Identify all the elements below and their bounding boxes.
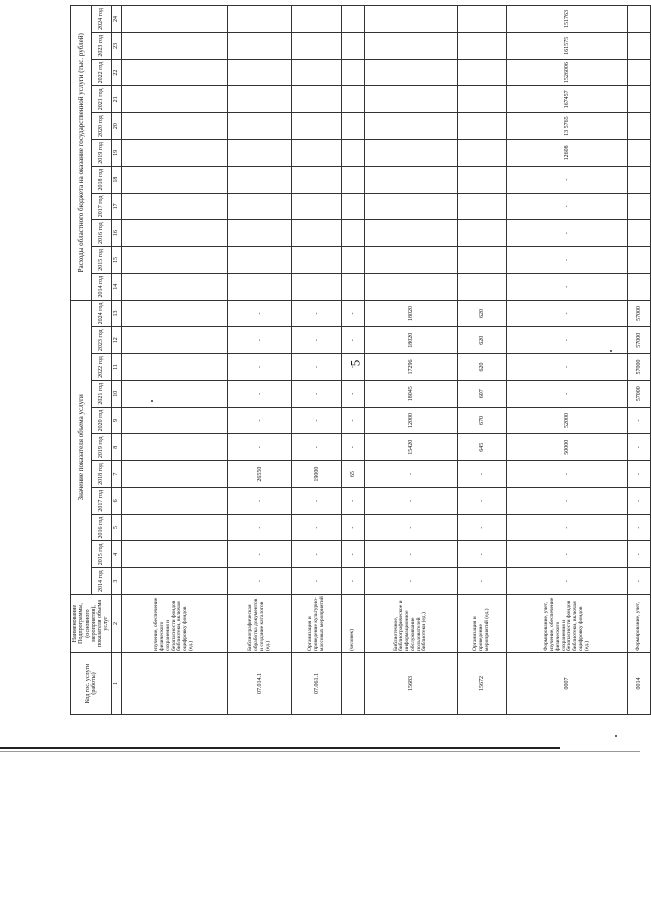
volume-value: - bbox=[507, 300, 628, 327]
column-number: 5 bbox=[111, 514, 121, 541]
volume-value bbox=[121, 327, 228, 354]
volume-value: - bbox=[292, 327, 342, 354]
volume-value: - bbox=[628, 434, 651, 461]
budget-year-header: 2017 год bbox=[92, 193, 111, 220]
budget-value bbox=[228, 59, 292, 86]
budget-value bbox=[292, 113, 342, 140]
volume-value: 18020 bbox=[365, 327, 457, 354]
service-code bbox=[342, 653, 365, 715]
budget-value bbox=[292, 139, 342, 166]
table-row bbox=[507, 6, 628, 715]
table-row bbox=[292, 6, 342, 715]
table-row bbox=[457, 6, 507, 715]
volume-value: - bbox=[342, 541, 365, 568]
volume-value: - bbox=[365, 487, 457, 514]
scan-speck bbox=[615, 735, 617, 737]
volume-group-header: Значение показателя объема услуги bbox=[71, 300, 92, 594]
budget-value bbox=[121, 193, 228, 220]
volume-value: 19000 bbox=[292, 461, 342, 488]
table-row bbox=[365, 6, 457, 715]
budget-value bbox=[121, 32, 228, 59]
column-number: 20 bbox=[111, 113, 121, 140]
volume-year-header: 2023 год bbox=[92, 327, 111, 354]
volume-year-header: 2022 год bbox=[92, 354, 111, 381]
service-code: 15672 bbox=[457, 653, 507, 715]
volume-value: 607 bbox=[457, 380, 507, 407]
budget-value bbox=[365, 247, 457, 274]
name-header: Наименование Подпрограммы, (основного мероприятия), показателя объема услуг bbox=[71, 595, 112, 653]
budget-value bbox=[121, 139, 228, 166]
column-number: 12 bbox=[111, 327, 121, 354]
budget-value bbox=[457, 139, 507, 166]
volume-value: - bbox=[342, 327, 365, 354]
volume-value: - bbox=[228, 300, 292, 327]
volume-value: 52000 bbox=[507, 407, 628, 434]
volume-year-header: 2020 год bbox=[92, 407, 111, 434]
budget-value: - bbox=[507, 166, 628, 193]
column-number: 21 bbox=[111, 86, 121, 113]
page-rule-thin bbox=[0, 751, 640, 752]
volume-value: - bbox=[628, 514, 651, 541]
page-number: 5 bbox=[347, 359, 363, 367]
budget-group-header: Расходы областного бюджета на оказание государственной услуги (тыс. рублей) bbox=[71, 6, 92, 301]
budget-value bbox=[457, 86, 507, 113]
volume-year-header: 2024 год bbox=[92, 300, 111, 327]
service-code: 0007 bbox=[507, 653, 628, 715]
table-row bbox=[628, 6, 651, 715]
page-rule bbox=[0, 747, 560, 749]
column-number: 4 bbox=[111, 541, 121, 568]
budget-value bbox=[228, 86, 292, 113]
budget-value bbox=[121, 86, 228, 113]
budget-value: - bbox=[507, 193, 628, 220]
volume-value: - bbox=[628, 487, 651, 514]
volume-value: - bbox=[507, 514, 628, 541]
service-name: Организация и проведение культурно-массовых мероприятий bbox=[292, 595, 342, 653]
budget-value: - bbox=[507, 273, 628, 300]
volume-year-header: 2018 год bbox=[92, 461, 111, 488]
budget-value bbox=[365, 166, 457, 193]
budget-value bbox=[121, 113, 228, 140]
volume-value: - bbox=[507, 568, 628, 595]
volume-value bbox=[121, 380, 228, 407]
table-row bbox=[342, 6, 365, 715]
volume-value: - bbox=[628, 407, 651, 434]
service-name: Формирование, учет, изучение, обеспечение физического сохранения и безопасности фондов библиотеки, включая оцифровку фондов (ед.) bbox=[507, 595, 628, 653]
column-number: 2 bbox=[111, 595, 121, 653]
budget-value bbox=[292, 247, 342, 274]
volume-value: - bbox=[365, 461, 457, 488]
budget-value bbox=[342, 86, 365, 113]
budget-value bbox=[228, 166, 292, 193]
service-code bbox=[121, 653, 228, 715]
budget-value bbox=[342, 59, 365, 86]
volume-value: 57000 bbox=[628, 380, 651, 407]
budget-value bbox=[365, 220, 457, 247]
service-code: 0014 bbox=[628, 653, 651, 715]
budget-value: 1526006 bbox=[507, 59, 628, 86]
budget-value bbox=[628, 59, 651, 86]
budget-value bbox=[628, 273, 651, 300]
budget-value bbox=[628, 32, 651, 59]
volume-value bbox=[121, 541, 228, 568]
volume-value: 670 bbox=[457, 407, 507, 434]
budget-value bbox=[292, 59, 342, 86]
volume-value: 620 bbox=[457, 300, 507, 327]
budget-value bbox=[121, 166, 228, 193]
volume-value: - bbox=[342, 407, 365, 434]
budget-value bbox=[365, 59, 457, 86]
volume-value: - bbox=[342, 300, 365, 327]
column-number: 9 bbox=[111, 407, 121, 434]
column-number: 7 bbox=[111, 461, 121, 488]
volume-value: 17296 bbox=[365, 354, 457, 381]
volume-value: - bbox=[292, 300, 342, 327]
volume-value: 12000 bbox=[365, 407, 457, 434]
budget-value bbox=[121, 247, 228, 274]
volume-value: - bbox=[292, 434, 342, 461]
volume-value: - bbox=[457, 568, 507, 595]
budget-year-header: 2021 год bbox=[92, 86, 111, 113]
service-name: Библиотечное, библиографическое и информационное обслуживание пользователей библиотеки (ед.) bbox=[365, 595, 457, 653]
budget-value bbox=[292, 6, 342, 33]
volume-value: - bbox=[292, 541, 342, 568]
volume-value: 65 bbox=[342, 461, 365, 488]
column-number: 17 bbox=[111, 193, 121, 220]
budget-value bbox=[228, 273, 292, 300]
budget-value bbox=[365, 86, 457, 113]
volume-value: - bbox=[457, 487, 507, 514]
volume-year-header: 2021 год bbox=[92, 380, 111, 407]
volume-value: - bbox=[342, 434, 365, 461]
volume-value: - bbox=[228, 568, 292, 595]
budget-year-header: 2023 год bbox=[92, 32, 111, 59]
budget-value bbox=[292, 32, 342, 59]
budget-year-header: 2024 год bbox=[92, 6, 111, 33]
budget-year-header: 2020 год bbox=[92, 113, 111, 140]
volume-value: - bbox=[507, 487, 628, 514]
volume-year-header: 2015 год bbox=[92, 541, 111, 568]
volume-value bbox=[121, 300, 228, 327]
volume-year-header: 2014 год bbox=[92, 568, 111, 595]
budget-value bbox=[292, 220, 342, 247]
volume-value: - bbox=[228, 380, 292, 407]
column-number: 11 bbox=[111, 354, 121, 381]
budget-value bbox=[457, 32, 507, 59]
volume-value: - bbox=[365, 568, 457, 595]
volume-value: 26550 bbox=[228, 461, 292, 488]
budget-value bbox=[342, 139, 365, 166]
budget-value bbox=[342, 193, 365, 220]
column-number: 19 bbox=[111, 139, 121, 166]
budget-value bbox=[121, 59, 228, 86]
budget-value: - bbox=[507, 220, 628, 247]
volume-value: 18045 bbox=[365, 380, 457, 407]
volume-value: - bbox=[507, 380, 628, 407]
volume-value bbox=[121, 354, 228, 381]
volume-year-header: 2017 год bbox=[92, 487, 111, 514]
budget-value bbox=[228, 32, 292, 59]
column-number: 23 bbox=[111, 32, 121, 59]
service-name: (человек) bbox=[342, 595, 365, 653]
budget-value bbox=[628, 220, 651, 247]
budget-value bbox=[292, 166, 342, 193]
budget-value bbox=[292, 193, 342, 220]
budget-value bbox=[457, 247, 507, 274]
column-number: 24 bbox=[111, 6, 121, 33]
volume-value: - bbox=[628, 568, 651, 595]
budget-value bbox=[121, 6, 228, 33]
volume-value: - bbox=[228, 541, 292, 568]
volume-value: 620 bbox=[457, 327, 507, 354]
budget-value bbox=[342, 247, 365, 274]
service-name: Формирование, учет, bbox=[628, 595, 651, 653]
volume-value: - bbox=[507, 541, 628, 568]
rotated-table-container bbox=[70, 5, 643, 715]
volume-value: - bbox=[628, 541, 651, 568]
column-number: 13 bbox=[111, 300, 121, 327]
table-row bbox=[121, 6, 228, 715]
volume-value: 57000 bbox=[628, 354, 651, 381]
volume-value: - bbox=[292, 380, 342, 407]
volume-value: - bbox=[292, 487, 342, 514]
volume-value: - bbox=[507, 461, 628, 488]
volume-value: - bbox=[365, 514, 457, 541]
budget-value bbox=[457, 166, 507, 193]
volume-value: 18020 bbox=[365, 300, 457, 327]
budget-value bbox=[292, 86, 342, 113]
budget-value bbox=[628, 247, 651, 274]
budget-year-header: 2022 год bbox=[92, 59, 111, 86]
budget-value: - bbox=[507, 247, 628, 274]
volume-value: - bbox=[292, 407, 342, 434]
volume-value: - bbox=[292, 354, 342, 381]
service-code: 15683 bbox=[365, 653, 457, 715]
volume-value: 50000 bbox=[507, 434, 628, 461]
budget-year-header: 2015 год bbox=[92, 247, 111, 274]
budget-value bbox=[342, 113, 365, 140]
budget-value: 13 5765 bbox=[507, 113, 628, 140]
budget-value bbox=[457, 273, 507, 300]
volume-value: - bbox=[342, 568, 365, 595]
column-number: 8 bbox=[111, 434, 121, 461]
column-number: 14 bbox=[111, 273, 121, 300]
volume-value: - bbox=[342, 487, 365, 514]
budget-value bbox=[228, 6, 292, 33]
service-name: Организация и проведение мероприятий (ед.) bbox=[457, 595, 507, 653]
budget-value bbox=[365, 273, 457, 300]
volume-value: - bbox=[228, 487, 292, 514]
budget-value bbox=[292, 273, 342, 300]
volume-value bbox=[121, 434, 228, 461]
volume-value: - bbox=[228, 327, 292, 354]
volume-value: - bbox=[342, 380, 365, 407]
budget-value bbox=[365, 139, 457, 166]
table-row bbox=[228, 6, 292, 715]
volume-value bbox=[121, 487, 228, 514]
volume-value: - bbox=[365, 541, 457, 568]
budget-value: 161575 bbox=[507, 32, 628, 59]
volume-value bbox=[121, 568, 228, 595]
volume-value: 645 bbox=[457, 434, 507, 461]
service-name: изучение, обеспечение физического сохранения и безопасности фондов библиотеки, включая оцифровку фондов (ед.) bbox=[121, 595, 228, 653]
budget-year-header: 2014 год bbox=[92, 273, 111, 300]
volume-value: - bbox=[342, 514, 365, 541]
budget-value bbox=[228, 139, 292, 166]
column-number: 3 bbox=[111, 568, 121, 595]
column-number: 10 bbox=[111, 380, 121, 407]
volume-value: - bbox=[292, 568, 342, 595]
budget-year-header: 2019 год bbox=[92, 139, 111, 166]
budget-value: 151763 bbox=[507, 6, 628, 33]
services-table bbox=[70, 5, 651, 715]
budget-value bbox=[228, 113, 292, 140]
budget-value bbox=[457, 59, 507, 86]
volume-value: 15420 bbox=[365, 434, 457, 461]
budget-value bbox=[628, 139, 651, 166]
volume-value: - bbox=[342, 354, 365, 381]
volume-value: - bbox=[457, 461, 507, 488]
budget-value bbox=[628, 113, 651, 140]
volume-value: - bbox=[628, 461, 651, 488]
column-number: 6 bbox=[111, 487, 121, 514]
volume-value: - bbox=[292, 514, 342, 541]
column-number: 16 bbox=[111, 220, 121, 247]
volume-value bbox=[121, 514, 228, 541]
volume-value: - bbox=[457, 541, 507, 568]
service-code: 07.061.1 bbox=[292, 653, 342, 715]
budget-value bbox=[342, 273, 365, 300]
budget-value bbox=[457, 193, 507, 220]
column-number: 22 bbox=[111, 59, 121, 86]
volume-value: - bbox=[507, 354, 628, 381]
volume-value: - bbox=[228, 514, 292, 541]
volume-value bbox=[121, 407, 228, 434]
volume-value: - bbox=[228, 407, 292, 434]
budget-value bbox=[628, 193, 651, 220]
column-number: 1 bbox=[111, 653, 121, 715]
service-code: 07.014.1 bbox=[228, 653, 292, 715]
budget-year-header: 2018 год bbox=[92, 166, 111, 193]
budget-value bbox=[457, 113, 507, 140]
budget-value bbox=[342, 166, 365, 193]
budget-value bbox=[342, 220, 365, 247]
budget-value bbox=[628, 86, 651, 113]
budget-year-header: 2016 год bbox=[92, 220, 111, 247]
budget-value bbox=[457, 6, 507, 33]
budget-value bbox=[228, 193, 292, 220]
budget-value bbox=[121, 273, 228, 300]
budget-value: 12608 bbox=[507, 139, 628, 166]
budget-value bbox=[628, 6, 651, 33]
column-number: 15 bbox=[111, 247, 121, 274]
budget-value bbox=[342, 6, 365, 33]
code-header: Код гос. услуги (работы) bbox=[71, 653, 112, 715]
budget-value bbox=[365, 113, 457, 140]
volume-value: - bbox=[507, 327, 628, 354]
volume-year-header: 2016 год bbox=[92, 514, 111, 541]
volume-value: 57000 bbox=[628, 327, 651, 354]
budget-value bbox=[628, 166, 651, 193]
volume-value: 57000 bbox=[628, 300, 651, 327]
budget-value: 167457 bbox=[507, 86, 628, 113]
budget-value bbox=[121, 220, 228, 247]
budget-value bbox=[228, 247, 292, 274]
column-number: 18 bbox=[111, 166, 121, 193]
volume-value: - bbox=[228, 354, 292, 381]
budget-value bbox=[228, 220, 292, 247]
budget-value bbox=[365, 193, 457, 220]
volume-year-header: 2019 год bbox=[92, 434, 111, 461]
budget-value bbox=[365, 32, 457, 59]
budget-value bbox=[342, 32, 365, 59]
service-name: Библиографическая обработка документов и создание каталогов (ед.) bbox=[228, 595, 292, 653]
volume-value: - bbox=[457, 514, 507, 541]
volume-value: 620 bbox=[457, 354, 507, 381]
volume-value bbox=[121, 461, 228, 488]
budget-value bbox=[457, 220, 507, 247]
budget-value bbox=[365, 6, 457, 33]
volume-value: - bbox=[228, 434, 292, 461]
